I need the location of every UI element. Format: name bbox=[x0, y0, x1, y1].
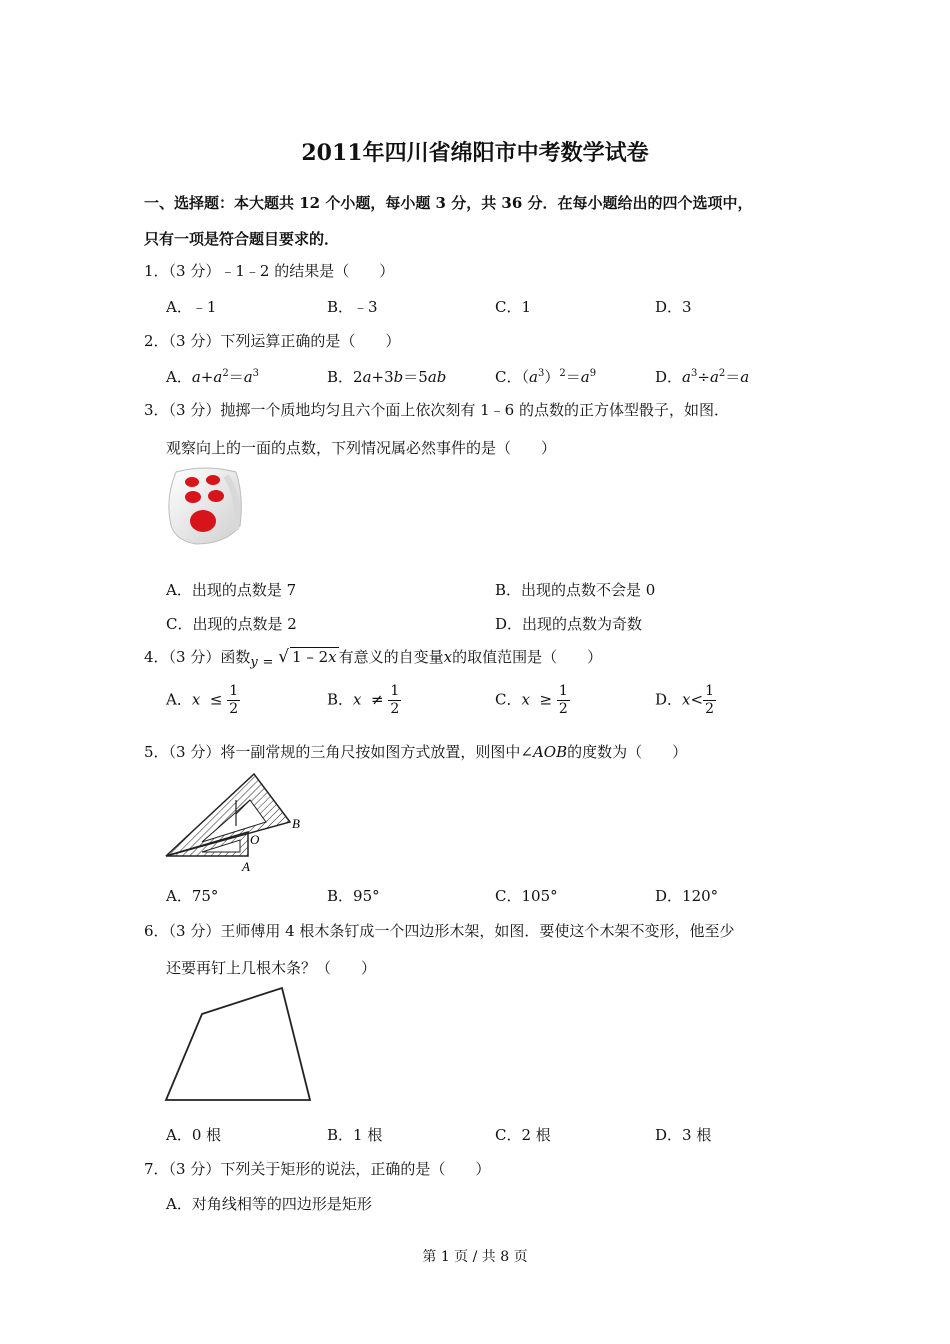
question-2-option-b: B．2a+3b＝5ab bbox=[327, 368, 447, 386]
quadrilateral-figure bbox=[162, 982, 318, 1106]
section-heading-line1: 一、选择题：本大题共 12 个小题，每小题 3 分，共 36 分．在每小题给出的四个选项中， bbox=[144, 194, 753, 212]
question-6-option-a: A．0 根 bbox=[166, 1126, 222, 1144]
question-7-stem: 7．（3 分）下列关于矩形的说法，正确的是（ ） bbox=[144, 1160, 491, 1178]
question-3-option-b: B．出现的点数不会是 0 bbox=[495, 581, 656, 599]
question-5-option-c: C．105° bbox=[495, 887, 558, 905]
question-4-option-c: C．x ≥ $\frac{1}{2}$ bbox=[495, 683, 568, 717]
question-3-stem-line1: 3．（3 分）抛掷一个质地均匀且六个面上依次刻有 1﹣6 的点数的正方体型骰子，如图． bbox=[144, 401, 729, 419]
question-5-option-a: A．75° bbox=[166, 887, 219, 905]
label-a: A bbox=[242, 859, 250, 874]
question-4-option-d: D．x< $\frac{1}{2}$ bbox=[655, 683, 714, 717]
question-1-option-a: A．﹣1 bbox=[166, 298, 217, 316]
question-3-option-a: A．出现的点数是 7 bbox=[166, 581, 297, 599]
question-3-stem-line2: 观察向上的一面的点数，下列情况属必然事件的是（ ） bbox=[166, 439, 557, 457]
question-2-option-a: A．$a+a^2=a^3$ bbox=[166, 368, 260, 386]
question-4-option-b: B．x ≠ $\frac{1}{2}$ bbox=[327, 683, 400, 717]
question-5-option-b: B．95° bbox=[327, 887, 380, 905]
section-heading-line2: 只有一项是符合题目要求的． bbox=[144, 230, 340, 248]
question-6-stem-line1: 6．（3 分）王师傅用 4 根木条钉成一个四边形木架，如图．要使这个木架不变形，他至少 bbox=[144, 922, 735, 940]
question-6-option-d: D．3 根 bbox=[655, 1126, 712, 1144]
dice-figure bbox=[166, 466, 244, 546]
question-1-stem: 1．（3 分）﹣1﹣2 的结果是（ ） bbox=[144, 262, 395, 280]
question-1-option-b: B．﹣3 bbox=[327, 298, 378, 316]
question-3-option-d: D．出现的点数为奇数 bbox=[495, 615, 643, 633]
question-2-option-d: D．$a^3\div a^2=a$ bbox=[655, 368, 750, 386]
question-4-option-a: A．x ≤ $\frac{1}{2}$ bbox=[166, 683, 239, 717]
triangle-rulers-figure bbox=[162, 770, 312, 876]
question-6-option-c: C．2 根 bbox=[495, 1126, 551, 1144]
question-5-stem: 5．（3 分）将一副常规的三角尺按如图方式放置，则图中∠AOB的度数为（ ） bbox=[144, 743, 688, 761]
question-3-option-c: C．出现的点数是 2 bbox=[166, 615, 297, 633]
question-6-option-b: B．1 根 bbox=[327, 1126, 383, 1144]
page-footer: 第 1 页 / 共 8 页 bbox=[422, 1249, 528, 1265]
question-2-option-c: C．$(a^3)^2=a^9$ bbox=[495, 368, 597, 386]
question-7-option-a: A．对角线相等的四边形是矩形 bbox=[166, 1195, 372, 1213]
question-1-option-d: D．3 bbox=[655, 298, 692, 316]
label-o: O bbox=[250, 832, 260, 847]
question-2-stem: 2．（3 分）下列运算正确的是（ ） bbox=[144, 332, 401, 350]
question-5-option-d: D．120° bbox=[655, 887, 719, 905]
question-4-stem: 4．（3 分）函数y = √ 1 – 2x 有意义的自变量x的取值范围是（ ） bbox=[144, 647, 603, 670]
question-6-stem-line2: 还要再钉上几根木条？（ ） bbox=[166, 959, 377, 977]
question-1-option-c: C．1 bbox=[495, 298, 532, 316]
page-title: 2011年四川省绵阳市中考数学试卷 bbox=[301, 140, 649, 166]
label-b: B bbox=[292, 816, 300, 831]
